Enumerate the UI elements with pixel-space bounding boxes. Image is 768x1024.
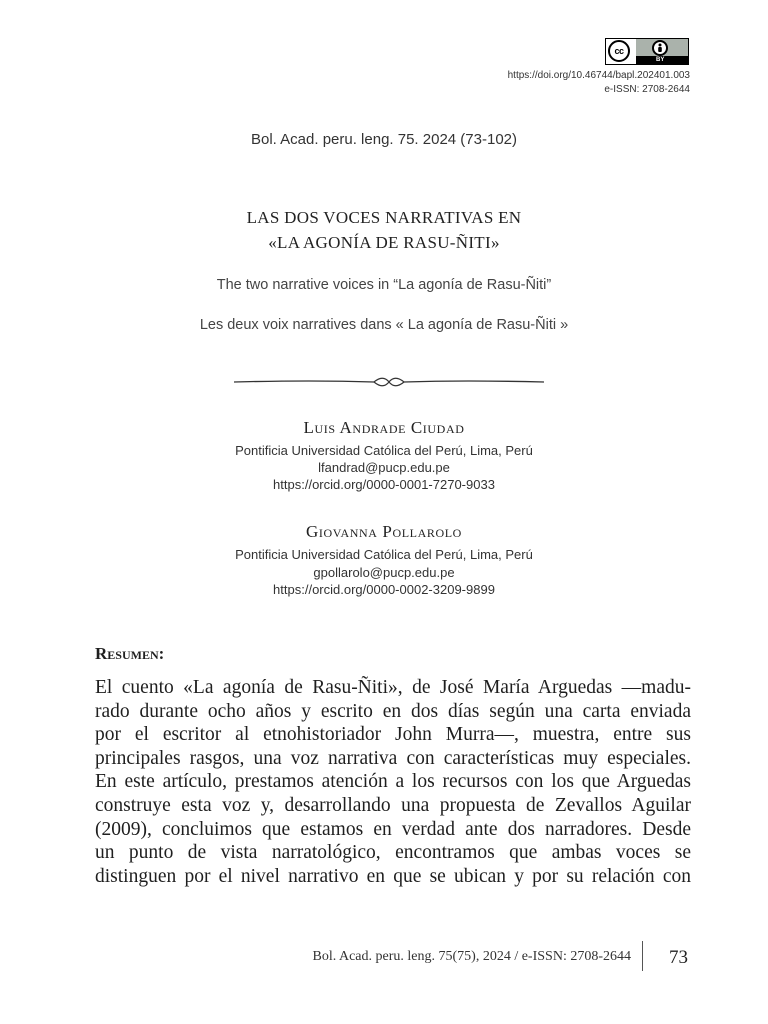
- abstract-line: principales rasgos, una voz narrativa con características muy especiales.: [95, 747, 691, 769]
- abstract-heading: Resumen:: [95, 644, 165, 663]
- cc-by-license-badge: [605, 38, 689, 65]
- by-label: BY: [656, 57, 665, 63]
- abstract-line: En este artículo, prestamos atención a los recursos con los que Arguedas: [95, 771, 691, 793]
- article-title-line2: «LA AGONÍA DE RASU-ÑITI»: [268, 233, 500, 252]
- journal-reference: Bol. Acad. peru. leng. 75. 2024 (73-102): [250, 131, 517, 148]
- abstract-line: El cuento «La agonía de Rasu-Ñiti», de José María Arguedas —madu-: [95, 677, 691, 698]
- attribution-person-icon: [652, 40, 668, 56]
- ornamental-divider: [234, 375, 544, 389]
- author-orcid-2[interactable]: https://orcid.org/0000-0002-3209-9899: [273, 582, 495, 597]
- abstract-line: (2009), concluimos que estamos en verdad ante dos narradores. Desde: [95, 818, 691, 840]
- footer-citation: Bol. Acad. peru. leng. 75(75), 2024 / e-ISSN: 2708-2644: [312, 949, 631, 964]
- author-affiliation-1: Pontificia Universidad Católica del Perú, Lima, Perú: [235, 443, 533, 458]
- author-email-2[interactable]: gpollarolo@pucp.edu.pe: [313, 565, 455, 580]
- title-english: The two narrative voices in “La agonía de Rasu-Ñiti”: [216, 277, 552, 293]
- doi-link[interactable]: https://doi.org/10.46744/bapl.202401.003: [507, 70, 690, 81]
- abstract-line: rado durante ocho años y escrito en dos días según una carta enviada: [95, 700, 691, 722]
- title-french: Les deux voix narratives dans « La agonía de Rasu-Ñiti »: [199, 317, 569, 333]
- abstract-line: distinguen por el nivel narrativo en que se ubican y por su relación con: [95, 865, 691, 887]
- page-number: 73: [669, 947, 688, 968]
- author-name-2: Giovanna Pollarolo: [306, 522, 462, 541]
- author-orcid-1[interactable]: https://orcid.org/0000-0001-7270-9033: [273, 477, 495, 492]
- author-affiliation-2: Pontificia Universidad Católica del Perú, Lima, Perú: [235, 547, 533, 562]
- footer-divider: [642, 941, 643, 971]
- abstract-line: construye esta voz y, desarrollando una propuesta de Zevallos Aguilar: [95, 794, 691, 816]
- article-title-line1: LAS DOS VOCES NARRATIVAS EN: [246, 208, 522, 227]
- abstract-line: por el escritor al etnohistoriador John Murra—, muestra, entre sus: [95, 724, 691, 746]
- author-name-1: Luis Andrade Ciudad: [303, 418, 465, 437]
- creative-commons-icon: cc: [608, 40, 630, 62]
- abstract-body: [95, 676, 691, 888]
- abstract-line: un punto de vista narratológico, encontramos que ambas voces se: [95, 842, 691, 864]
- eissn-text: e-ISSN: 2708-2644: [604, 84, 690, 95]
- author-email-1[interactable]: lfandrad@pucp.edu.pe: [318, 460, 450, 475]
